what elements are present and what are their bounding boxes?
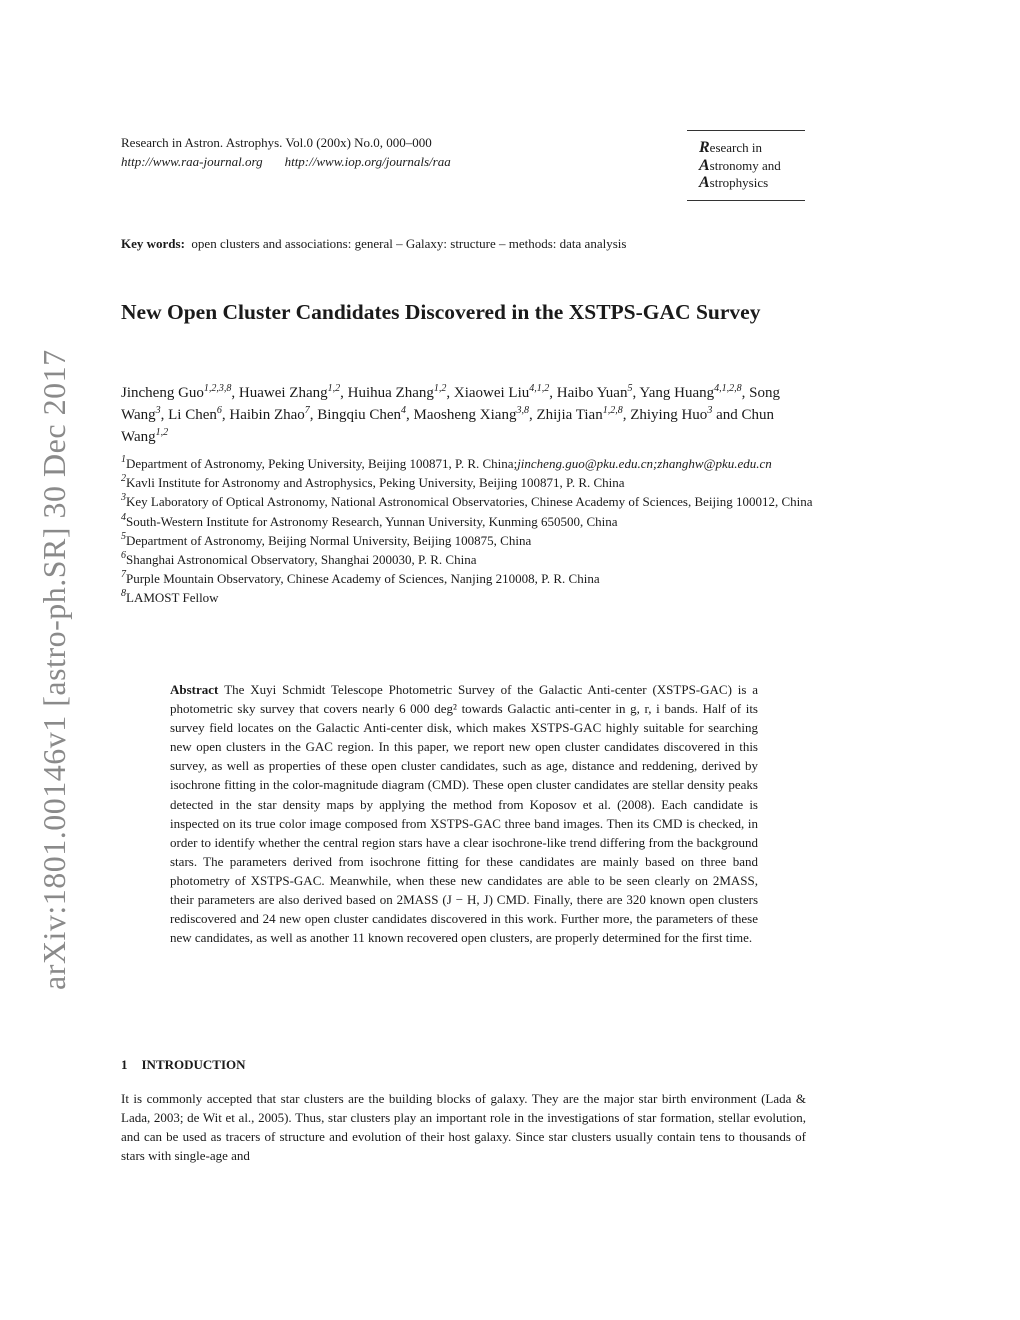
journal-header bbox=[121, 133, 451, 171]
author-separator: , bbox=[309, 407, 318, 423]
affiliation-number: 7 bbox=[121, 569, 126, 581]
affiliation-number: 3 bbox=[121, 492, 126, 504]
author-name: Zhijia Tian bbox=[536, 407, 603, 423]
section-number: 1 bbox=[121, 1057, 128, 1072]
journal-url-raa[interactable]: http://www.raa-journal.org bbox=[121, 154, 263, 169]
author-name: Xiaowei Liu bbox=[453, 385, 530, 401]
section-title: INTRODUCTION bbox=[141, 1057, 246, 1072]
author-name: Bingqiu Chen bbox=[317, 407, 402, 423]
affiliation-item bbox=[121, 492, 821, 511]
author-affiliation-marker: 3,8 bbox=[516, 405, 529, 416]
affiliation-number: 4 bbox=[121, 511, 126, 523]
affiliation-number: 8 bbox=[121, 588, 126, 600]
author-name: Haibin Zhao bbox=[229, 407, 305, 423]
author-name: Li Chen bbox=[168, 407, 217, 423]
paper-title: New Open Cluster Candidates Discovered in the XSTPS-GAC Survey bbox=[121, 300, 761, 324]
author-separator: , bbox=[221, 407, 230, 423]
journal-citation: Research in Astron. Astrophys. Vol.0 (200x) No.0, 000–000 bbox=[121, 135, 432, 150]
affiliation-number: 1 bbox=[121, 454, 126, 465]
author-affiliation-marker: 3 bbox=[155, 405, 161, 416]
author-affiliation-marker: 3 bbox=[707, 405, 713, 416]
abstract-text: The Xuyi Schmidt Telescope Photometric Survey of the Galactic Anti-center (XSTPS-GAC) is a photometric sky survey that covers nearly 6 000 deg² towards Galactic anti-center in g, r, i bands. Half of its survey field locates on the Galactic Anti-center disk, which makes XSTPS-GAC highly suitable for searching new open clusters in the GAC region. In this paper, we report new open cluster candidates discovered in this survey, as well as properties of these open cluster candidates, such as age, distance and reddening, derived by isochrone fitting in the color-magnitude diagram (CMD). These open cluster candidates are stellar density peaks detected in the star density maps by applying the method from Koposov et al. (2008). Each candidate is inspected on its true color image composed from XSTPS-GAC three band images. Then its CMD is checked, in order to identify whether the central region stars have a clear isochrone-like trend differing from the background stars. The parameters derived from isochrone fitting for these candidates are mainly based on three band photometry of XSTPS-GAC. Meanwhile, when these new candidates are able to be seen clearly on 2MASS, their parameters are also derived based on 2MASS (J − H, J) CMD. Finally, there are 320 known open clusters rediscovered and 24 new open cluster candidates discovered in this work. Further more, the parameters of these new candidates, as well as another 11 known recovered open clusters, are properly determined for the first time. bbox=[170, 682, 758, 946]
author-name: Yang Huang bbox=[639, 385, 715, 401]
author-name: Jincheng Guo bbox=[121, 385, 204, 401]
affiliation-item bbox=[121, 550, 821, 569]
affiliation-number: 5 bbox=[121, 530, 126, 542]
keywords bbox=[121, 236, 626, 252]
author-affiliation-marker: 1,2 bbox=[433, 383, 447, 394]
affiliation-text: South-Western Institute for Astronomy Research, Yunnan University, Kunming 650500, China bbox=[126, 513, 618, 529]
affiliation-text: Shanghai Astronomical Observatory, Shanghai 200030, P. R. China bbox=[126, 552, 477, 568]
author-affiliation-marker: 6 bbox=[216, 405, 222, 416]
affiliation-item bbox=[121, 588, 821, 607]
author-separator: , bbox=[160, 407, 169, 423]
abstract bbox=[170, 680, 758, 947]
author-name: Huawei Zhang bbox=[238, 385, 328, 401]
affiliation-number: 6 bbox=[121, 550, 126, 562]
affiliation-email[interactable]: jincheng.guo@pku.edu.cn;zhanghw@pku.edu.cn bbox=[517, 456, 772, 471]
author-name: Haibo Yuan bbox=[556, 385, 628, 401]
journal-urls bbox=[121, 152, 451, 171]
affiliation-text: Purple Mountain Observatory, Chinese Academy of Sciences, Nanjing 210008, P. R. China bbox=[126, 571, 600, 587]
logo-bottom-rule bbox=[687, 200, 805, 201]
author-affiliation-marker: 1,2 bbox=[327, 383, 341, 394]
author-separator: and bbox=[712, 407, 742, 423]
intro-paragraph: It is commonly accepted that star clusters are the building blocks of galaxy. They are the major star birth environment (Lada & Lada, 2003; de Wit et al., 2005). Thus, star clusters play an important role in the investigations of star formation, stellar evolution, and can be used as tracers of structure and evolution of their host galaxy. Since star clusters usually contain tens to thousands of stars with single-age and bbox=[121, 1091, 806, 1164]
author-affiliation-marker: 1,2 bbox=[155, 427, 169, 438]
affiliation-item bbox=[121, 473, 821, 492]
author-affiliation-marker: 4,1,2,8 bbox=[714, 383, 742, 394]
author-list bbox=[121, 382, 811, 448]
keywords-text: open clusters and associations: general – Galaxy: structure – methods: data analysis bbox=[191, 236, 627, 251]
author-separator: , bbox=[622, 407, 631, 423]
author-affiliation-marker: 7 bbox=[304, 405, 310, 416]
author-affiliation-marker: 1,2,3,8 bbox=[203, 383, 232, 394]
affiliation-list bbox=[121, 454, 821, 608]
affiliation-number: 2 bbox=[121, 473, 126, 485]
author-separator: , bbox=[446, 385, 454, 401]
author-separator: , bbox=[231, 385, 239, 401]
author-separator: , bbox=[632, 385, 640, 401]
journal-url-iop[interactable]: http://www.iop.org/journals/raa bbox=[284, 154, 451, 169]
journal-logo: Research in Astronomy and Astrophysics bbox=[687, 130, 805, 201]
author-affiliation-marker: 1,2,8 bbox=[602, 405, 623, 416]
section-heading bbox=[121, 1057, 246, 1073]
author-affiliation-marker: 5 bbox=[627, 383, 633, 394]
affiliation-item bbox=[121, 569, 821, 588]
keywords-label: Key words: bbox=[121, 236, 185, 251]
author-separator: , bbox=[406, 407, 414, 423]
author-name: Chun Wang bbox=[121, 407, 774, 445]
abstract-label: Abstract bbox=[170, 682, 219, 697]
author-name: Huihua Zhang bbox=[347, 385, 434, 401]
author-separator: , bbox=[741, 385, 750, 401]
arxiv-stamp: arXiv:1801.00146v1 [astro-ph.SR] 30 Dec 2017 bbox=[36, 349, 72, 990]
author-separator: , bbox=[528, 407, 537, 423]
author-name: Song Wang bbox=[121, 385, 780, 423]
affiliation-item bbox=[121, 512, 821, 531]
author-name: Zhiying Huo bbox=[630, 407, 708, 423]
author-affiliation-marker: 4 bbox=[401, 405, 407, 416]
affiliation-text: Kavli Institute for Astronomy and Astrophysics, Peking University, Beijing 100871, P. R. China bbox=[126, 475, 625, 491]
affiliation-text: Department of Astronomy, Peking University, Beijing 100871, P. R. China; bbox=[126, 456, 518, 471]
author-affiliation-marker: 4,1,2 bbox=[529, 383, 550, 394]
affiliation-text: LAMOST Fellow bbox=[126, 590, 219, 606]
affiliation-text: Key Laboratory of Optical Astronomy, National Astronomical Observatories, Chinese Academy of Sciences, Beijing 100012, China bbox=[126, 494, 813, 510]
author-separator: , bbox=[549, 385, 557, 401]
affiliation-item bbox=[121, 531, 821, 550]
author-name: Maosheng Xiang bbox=[413, 407, 517, 423]
affiliation-text: Department of Astronomy, Beijing Normal University, Beijing 100875, China bbox=[126, 532, 532, 548]
author-separator: , bbox=[340, 385, 348, 401]
affiliation-item bbox=[121, 454, 821, 473]
